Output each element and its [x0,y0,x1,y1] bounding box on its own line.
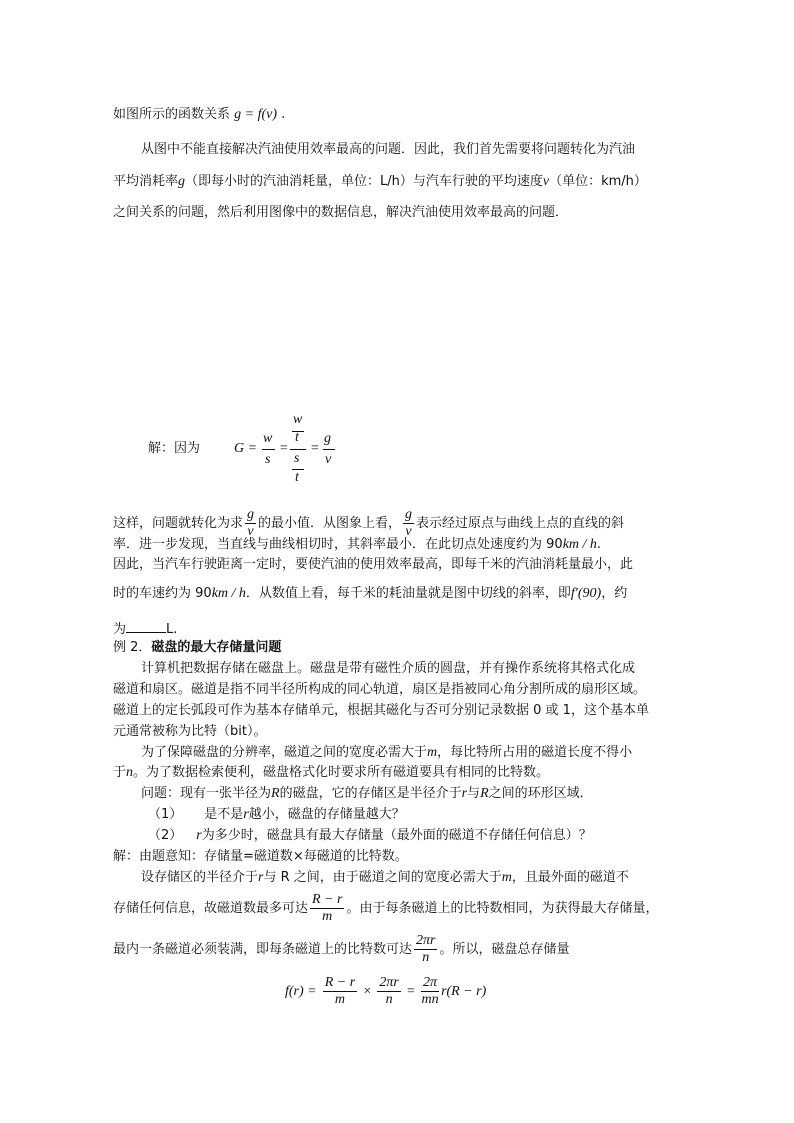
ex2-text-a: 为了保障磁盘的分辨率，磁道之间的宽度必需大于 [141,745,428,760]
para2-line2 [113,173,647,191]
fraction-tracks [310,892,344,925]
formula-frac-1 [323,975,357,1008]
question-2 [148,827,592,845]
q1-text-a: 是不是 [204,807,244,822]
formula-v: v [325,452,332,467]
para3-line4 [113,585,627,603]
para3-text-d: 率．进一步发现，当直线与曲线相切时，其斜率最小．在此切点处速度约为 90 [113,537,563,552]
function-formula: g = f(v) [234,107,278,122]
ex2-text-m: 。由于每条磁道上的比特数相同，为获得最大存储量， [346,901,659,916]
intro-line [113,106,285,124]
ex2-line9 [113,891,658,927]
para3-line2 [113,536,601,554]
frac-den: v [405,524,412,539]
frac-num: g [405,507,413,522]
frac-den: n [385,992,393,1007]
formula-nested-w: w [293,412,303,427]
formula-main-bar [290,449,306,450]
var-R-2: R [480,786,489,801]
example2-title [113,639,281,657]
para3-line5 [113,619,177,639]
formula-frac-3 [421,975,439,1008]
formula-eq-2: = [310,441,320,456]
formula-s-bottom: s [265,452,271,467]
ex2-text-j: 与 R 之间，由于磁道之间的宽度必需大于 [263,870,502,885]
ex2-text-e: 问题：现有一张半径为 [141,786,272,801]
formula-tail: r(R − r) [441,984,487,999]
l8-var-r: r [258,870,264,885]
ex2-text-i: 设存储区的半径介于 [141,870,259,885]
formula-w-top: w [263,431,273,446]
ex2-solution-line: 解：由题意知：存储量=磁道数×每磁道的比特数。 [113,849,408,864]
var-n: n [126,765,134,780]
q2-number: （2） [148,828,183,843]
para2-line1: 从图中不能直接解决汽油使用效率最高的问题．因此，我们首先需要将问题转化为汽油 [141,142,636,157]
storage-formula [285,974,486,1010]
ex2-text-h: 之间的环形区域． [488,786,593,801]
q1-text-b: 越小，磁盘的存储量越大？ [248,807,405,822]
solution-label: 解：因为 [148,441,201,456]
var-r: r [461,786,468,801]
ex2-text-o: 。所以，磁盘总存储量 [439,942,570,957]
frac-num: 2π [423,975,438,990]
var-g: g [178,174,186,189]
unit-kmh-2: km / h [211,586,246,601]
formula-bar-1 [262,449,275,450]
frac-den: m [322,909,333,924]
q1-number: （1） [148,807,183,822]
para2-text-a: 平均消耗率 [113,174,179,189]
ex2-text-d: 。为了数据检索便利，磁盘格式化时要求所有磁道要具有相同的比特数。 [133,765,550,780]
ex2-line5 [141,744,632,762]
formula-G: G = [234,441,258,456]
var-R: R [271,786,280,801]
frac-num: 2πr [379,975,399,990]
para3-text-g: ．从数值上看，每千米的耗油量就是图中切线的斜率，即 [245,586,571,601]
para2-text-c: （单位：km/h） [549,174,647,189]
l8-var-m: m [501,870,512,885]
fraction-bits [414,933,437,966]
ex2-line1: 计算机把数据存储在磁盘上。磁盘是带有磁性介质的圆盘，并有操作系统将其格式化成 [141,661,636,676]
para3-line3: 因此，当汽车行驶距离一定时，要使汽油的使用效率最高，即每千米的汽油消耗量最小，此 [113,557,634,572]
intro-end: . [281,107,286,122]
example2-number: 例 2． [113,640,152,655]
para3-text-i: 为 [113,622,127,637]
answer-blank[interactable] [126,619,166,633]
example2-heading: 磁盘的最大存储量问题 [151,640,282,655]
var-v: v [542,174,550,189]
formula-g: g [324,431,331,446]
formula-times: × [363,984,372,999]
ex2-text-l: 存储任何信息，故磁道数最多可达 [113,901,309,916]
para3-text-f: 时的车速约为 90 [113,586,212,601]
unit-kmh: km / h [562,537,597,552]
q2-var-r: r [196,828,202,843]
ex2-line10 [113,932,570,968]
frac-den: n [422,950,430,965]
ex2-line7 [141,785,593,803]
frac-den: v [247,524,254,539]
frac-num: g [247,507,255,522]
formula-nested-t1: t [295,430,299,445]
para3-text-a: 这样，问题就转化为求 [113,516,244,531]
ex2-line2: 磁道和扇区。磁道是指不同半径所构成的同心轨道，扇区是指被同心角分割所成的扇形区域。 [113,682,647,697]
para2-text-b: （即每小时的汽油消耗量，单位：L/h）与汽车行驶的平均速度 [185,174,543,189]
frac-den: mn [421,992,439,1007]
frac-num: 2πr [416,933,436,948]
var-m: m [427,745,438,760]
ex2-text-n: 最内一条磁道必须装满，即每条磁道上的比特数可达 [113,942,413,957]
formula-eq-1: = [279,441,289,456]
ex2-text-c: 于 [113,765,127,780]
question-1 [148,806,405,824]
ex2-line4: 元通常被称为比特（bit）。 [113,724,267,739]
ex2-line8 [141,869,629,887]
ex2-line6 [113,764,549,782]
ex2-text-b: ，每比特所占用的磁道长度不得小 [437,745,633,760]
intro-text: 如图所示的函数关系 [113,107,231,122]
ex2-text-k: ，且最外面的磁道不 [511,870,629,885]
para2-line3: 之间关系的问题，然后利用图像中的数据信息，解决汽油使用效率最高的问题． [113,205,569,220]
formula-eq: = [407,984,415,999]
ex2-text-g: 与 [467,786,481,801]
derivative-f90: f′(90) [570,586,602,601]
para3-text-j: L. [166,622,178,637]
frac-den: m [334,992,346,1007]
frac-num: R − r [324,975,356,990]
para3-text-h: ，约 [601,586,628,601]
formula-nested-s: s [294,451,300,466]
q2-text-b: 为多少时，磁盘具有最大存储量（最外面的磁道不存储任何信息）？ [201,828,592,843]
formula-bar-3 [323,449,335,450]
para3-text-e: . [596,537,602,552]
formula-frac-2 [377,975,400,1008]
formula-fr: f(r) = [285,984,317,999]
para3-text-c: 表示经过原点与曲线上点的直线的斜 [416,516,625,531]
para3-text-b: 的最小值．从图象上看， [258,516,402,531]
ex2-text-f: 的磁盘，它的存储区是半径介于 [279,786,462,801]
frac-num: R − r [312,892,343,907]
formula-nested-t2: t [295,470,299,485]
ex2-line3: 磁道上的定长弧段可作为基本存储单元，根据其磁化与否可分别记录数据 0 或 1，这个基本单 [113,703,649,718]
q1-var-r: r [243,807,249,822]
